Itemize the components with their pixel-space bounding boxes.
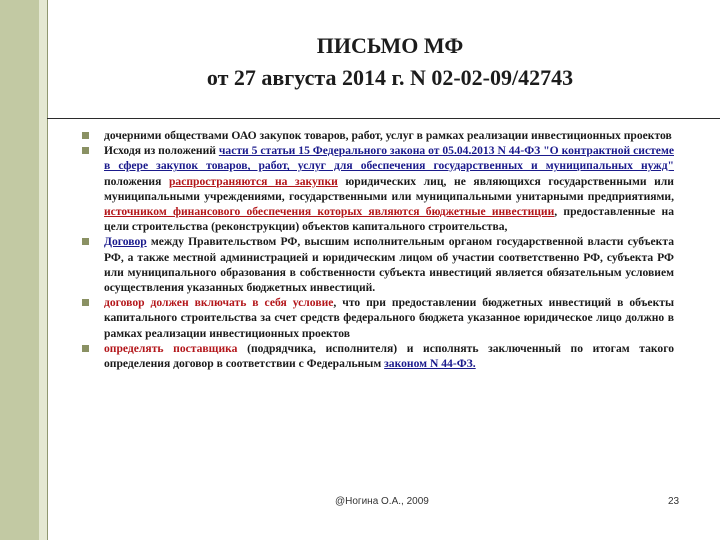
item-text: договор должен включать в себя условие: [104, 296, 334, 310]
item-text: определять поставщика: [104, 341, 238, 355]
item-text: (подрядчика, исполнителя) и исполнять заключенный по итогам такого определения договор в соответствии с Федеральным: [104, 341, 674, 371]
item-text: распространяются на закупки: [168, 174, 338, 188]
item-text: положения: [104, 174, 169, 188]
square-bullet-icon: [82, 147, 89, 154]
page-number: 23: [668, 496, 680, 507]
item-text: между Правительством РФ, высшим исполнительным органом государственной власти субъекта РФ, а также местной администрацией и юридическим лицом об участии соответственно РФ, субъекта РФ или муниципального образования в собственности субъекта инвестиций является обязательным условием осуществления указанных бюджетных инвестиций.: [104, 235, 674, 295]
list-item: [80, 341, 674, 371]
square-bullet-icon: [82, 132, 89, 139]
hyperlink-text[interactable]: части 5 статьи 15 Федерального закона от 05.04.2013 N 44-ФЗ "О контрактной системе в сфере закупок товаров, работ, услуг для обеспечения государственных и муниципальных нужд": [104, 144, 674, 173]
footer-author: @Ногина О.А., 2009: [335, 496, 429, 507]
square-bullet-icon: [82, 299, 89, 306]
title-divider: [47, 118, 720, 119]
square-bullet-icon: [82, 345, 89, 352]
item-text: юридических лиц, не являющихся государственными или муниципальными учреждениями, государственными или муниципальными унитарными предприятиями,: [104, 174, 674, 203]
square-bullet-icon: [82, 238, 89, 245]
left-sidebar-decoration: [0, 0, 48, 540]
list-item: [80, 143, 674, 234]
item-text: Исходя из положений: [104, 144, 219, 158]
hyperlink-text[interactable]: Договор: [104, 235, 147, 249]
list-item: [80, 295, 674, 341]
item-text: дочерними обществами ОАО закупок товаров, работ, услуг в рамках реализации инвестиционных проектов: [104, 129, 672, 142]
title-line-1: ПИСЬМО МФ: [316, 33, 464, 58]
hyperlink-text[interactable]: законом N 44-ФЗ.: [384, 357, 476, 371]
item-text: источником финансового обеспечения которых являются бюджетные инвестиции: [104, 205, 555, 219]
bullet-list: [80, 128, 674, 371]
slide-footer: [0, 496, 720, 512]
sidebar-stripe: [39, 0, 47, 540]
item-text: , что при предоставлении бюджетных инвестиций в объекты капитального строительства за счет средств федерального бюджета указанное юридическое лицо должно в рамках реализации инвестиционных проектов: [104, 296, 674, 340]
title-line-2: от 27 августа 2014 г. N 02-02-09/42743: [206, 65, 574, 90]
list-item: [80, 234, 674, 295]
item-text: , предоставленные на цели строительства (реконструкции) объектов капитального строительства,: [104, 205, 674, 234]
list-item: [80, 128, 674, 143]
slide-title: [60, 30, 720, 94]
